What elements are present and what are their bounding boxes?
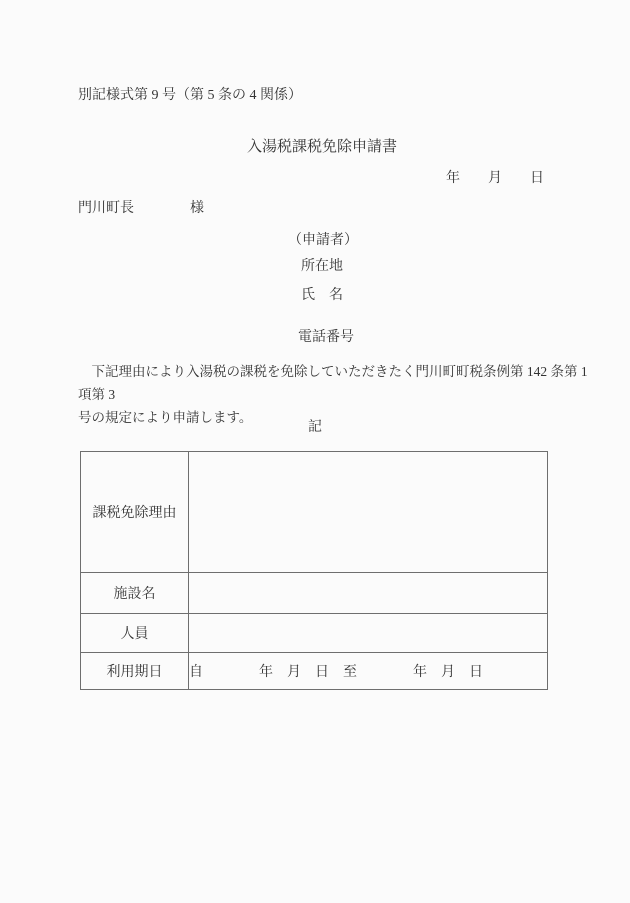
row-label: 人員 [81,614,189,653]
record-heading: 記 [308,420,322,435]
table-row-facility-name [81,573,548,614]
applicant-label: （申請者） [288,233,358,248]
address-label: 所在地 [301,259,343,274]
name-label: 氏 名 [301,288,343,303]
table-row-exemption-reason [81,452,548,573]
row-value [189,573,548,614]
exemption-table [80,451,548,690]
table-row-usage-period [81,653,548,690]
date-line: 年 月 日 [446,171,544,186]
addressee-line: 門川町長 様 [78,201,204,216]
row-label: 利用期日 [81,653,189,690]
row-label: 施設名 [81,573,189,614]
form-title: 入湯税課税免除申請書 [246,139,397,155]
row-value [189,452,548,573]
body-line-1: 下記理由により入湯税の課税を免除していただきたく門川町町税条例第 142 条第 1 項第 3 [78,364,588,402]
row-value: 自 年 月 日 至 年 月 日 [189,653,548,690]
body-line-2: 号の規定により申請します。 [78,410,253,425]
phone-label: 電話番号 [298,330,354,345]
row-value [189,614,548,653]
row-label: 課税免除理由 [81,452,189,573]
form-number: 別記様式第 9 号（第 5 条の 4 関係） [78,88,302,103]
table-row-personnel [81,614,548,653]
